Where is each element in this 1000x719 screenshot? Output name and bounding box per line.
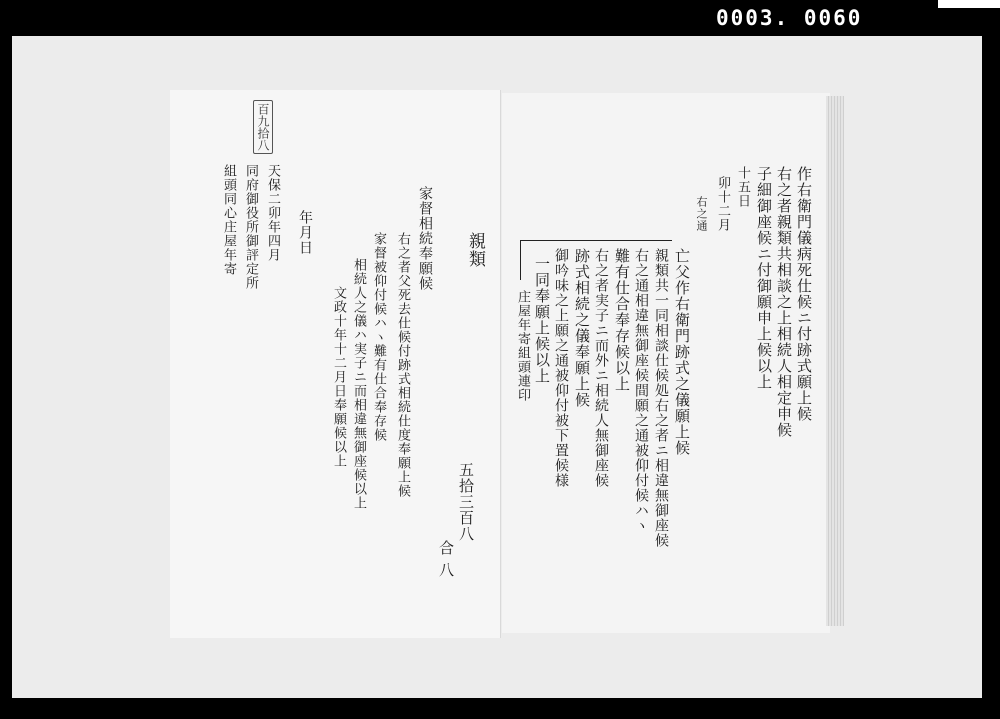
right-line-3: 子細御座候ニ付御願申上候以上 xyxy=(755,166,773,390)
corner-tab xyxy=(938,0,1000,8)
left-line-8: 文政十年十二月日奉願候以上 xyxy=(331,286,346,468)
left-line-12: 組頭同心庄屋年寄 xyxy=(221,164,236,276)
right-line-9: 右之通相違無御座候間願之通被仰付候ハヽ xyxy=(633,248,649,533)
box-rule-vertical xyxy=(520,240,521,280)
left-line-1: 親類 xyxy=(465,232,485,268)
right-line-2: 右之者親類共相談之上相続人相定申候 xyxy=(775,166,793,438)
right-line-10: 難有仕合奉存候以上 xyxy=(613,248,631,392)
right-line-4: 十五日 xyxy=(735,166,750,208)
frame-number: 0003. 0060 xyxy=(716,6,863,30)
right-line-14: 一同奉願上候以上 xyxy=(533,256,551,384)
left-line-6: 家督被仰付候ハヽ難有仕合奉存候 xyxy=(371,232,386,442)
right-line-13: 御吟味之上願之通被仰付被下置候様 xyxy=(553,248,569,488)
right-line-5: 卯十二月 xyxy=(715,176,730,232)
left-line-7: 相続人之儀ハ実子ニ而相違無御座候以上 xyxy=(351,258,366,510)
left-line-4: 家督相続奉願候 xyxy=(417,186,433,291)
right-line-1: 作右衛門儀病死仕候ニ付跡式願上候 xyxy=(795,166,813,422)
left-line-5: 右之者父死去仕候付跡式相続仕度奉願上候 xyxy=(395,232,410,498)
archive-stamp: 百九拾八 xyxy=(253,100,273,154)
right-line-11: 右之者実子ニ而外ニ相続人無御座候 xyxy=(593,248,609,488)
left-line-10: 天保二卯年四月 xyxy=(265,164,280,262)
left-line-2: 五拾三百八 xyxy=(457,462,475,542)
left-line-11: 同府御役所御評定所 xyxy=(243,164,258,290)
right-line-8: 親類共一同相談仕候処右之者ニ相違無御座候 xyxy=(653,248,669,548)
page-edges xyxy=(826,96,844,626)
left-line-3: 合 八 xyxy=(437,540,455,578)
box-rule-horizontal xyxy=(520,240,672,241)
left-line-9: 年月日 xyxy=(297,210,313,255)
right-line-7: 亡父作右衛門跡式之儀願上候 xyxy=(673,248,691,456)
right-line-6: 右之通 xyxy=(695,196,708,232)
right-line-12: 跡式相続之儀奉願上候 xyxy=(573,248,591,408)
right-line-15: 庄屋年寄組頭連印 xyxy=(515,290,530,402)
